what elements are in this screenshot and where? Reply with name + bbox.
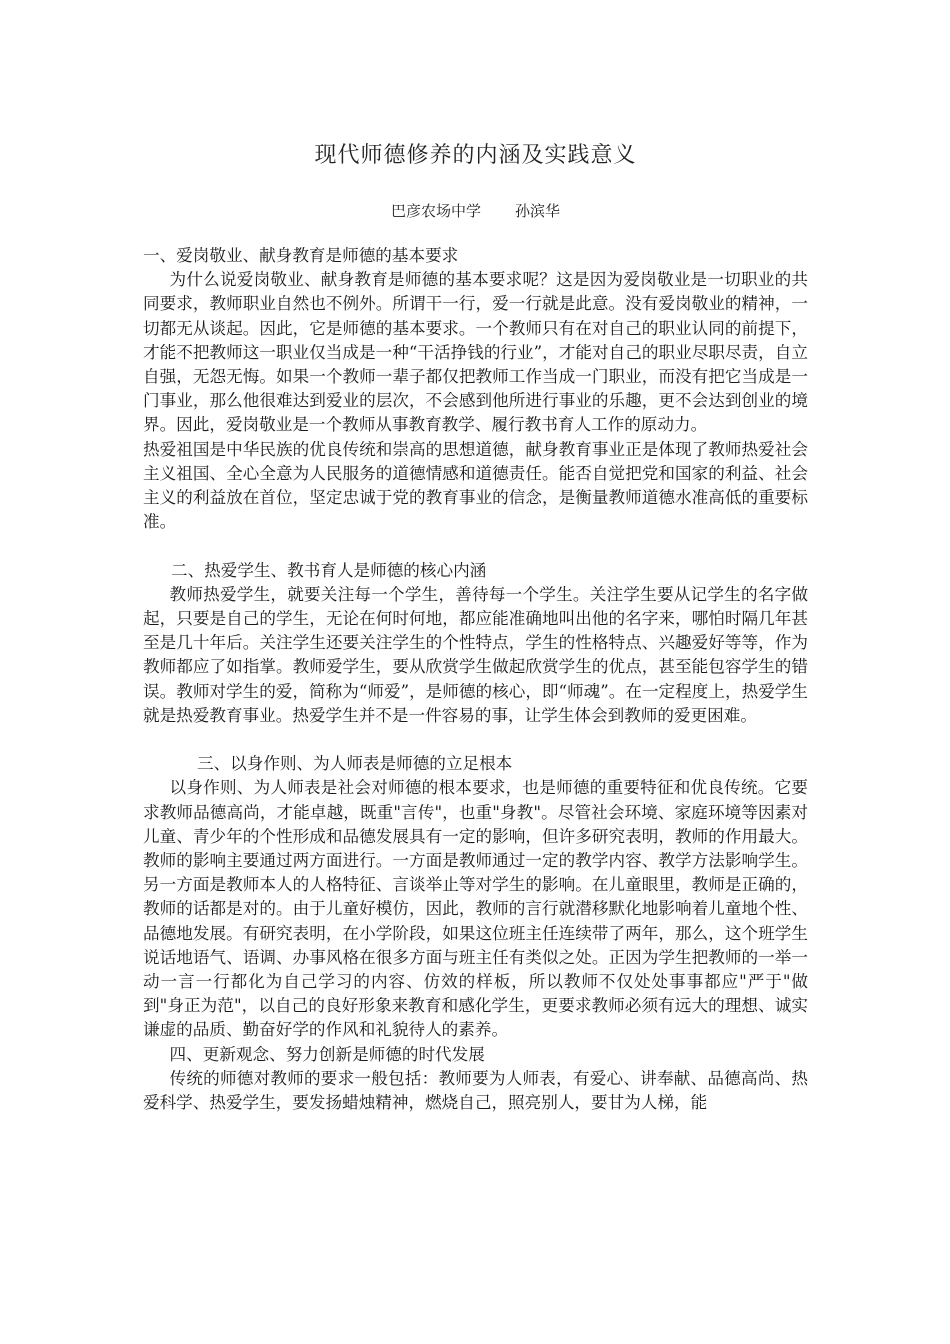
- section-2-paragraph-1: 教师热爱学生，就要关注每一个学生，善待每一个学生。关注学生要从记学生的名字做起，只要是自己的学生，无论在何时何地，都应能准确地叫出他的名字来，哪怕时隔几年甚至是几十年后。关注学生还要关注学生的个性特点，学生的性格特点、兴趣爱好等等，作为教师都应了如指掌。教师爱学生，要从欣赏学生做起欣赏学生的优点，甚至能包容学生的错误。教师对学生的爱，简称为“师爱”，是师德的核心，即“师魂”。在一定程度上，热爱学生就是热爱教育事业。热爱学生并不是一件容易的事，让学生体会到教师的爱更困难。: [143, 584, 808, 725]
- section-3-paragraph-1: 以身作则、为人师表是社会对师德的根本要求，也是师德的重要特征和优良传统。它要求教师品德高尚，才能卓越，既重"言传"，也重"身教"。尽管社会环境、家庭环境等因素对儿童、青少年的个性形成和品德发展具有一定的影响，但许多研究表明，教师的作用最大。教师的影响主要通过两方面进行。一方面是教师通过一定的教学内容、教学方法影响学生。另一方面是教师本人的人格特征、言谈举止等对学生的影响。在儿童眼里，教师是正确的，教师的话都是对的。由于儿童好模仿，因此，教师的言行就潜移默化地影响着儿童地个性、品德地发展。有研究表明，在小学阶段，如果这位班主任连续带了两年，那么，这个班学生说话地语气、语调、办事风格在很多方面与班主任有类似之处。正因为学生把教师的一举一动一言一行都化为自己学习的内容、仿效的样板，所以教师不仅处处事事都应"严于"做到"身正为范"，以自己的良好形象来教育和感化学生，更要求教师必须有远大的理想、诚实谦虚的品质、勤奋好学的作风和礼貌待人的素养。: [143, 778, 808, 1040]
- school-name: 巴彦农场中学: [390, 202, 481, 220]
- section-heading-1: 一、爱岗敬业、献身教育是师德的基本要求: [143, 246, 459, 265]
- author-name: 孙滨华: [515, 202, 561, 220]
- author-line: [143, 200, 808, 221]
- section-1-paragraph-2: 热爱祖国是中华民族的优良传统和崇高的思想道德，献身教育事业正是体现了教师热爱社会主义祖国、全心全意为人民服务的道德情感和道德责任。能否自觉把党和国家的利益、社会主义的利益放在首位，坚定忠诚于党的教育事业的信念，是衡量教师道德水准高低的重要标准。: [143, 439, 808, 532]
- document-body: [143, 244, 808, 1115]
- paragraph-gap: [143, 728, 808, 752]
- section-heading-4: 四、更新观念、努力创新是师德的时代发展: [169, 1044, 485, 1064]
- paragraph-gap: [143, 534, 808, 558]
- document-title: 现代师德修养的内涵及实践意义: [314, 143, 637, 168]
- section-1-paragraph-1: 为什么说爱岗敬业、献身教育是师德的基本要求呢？这是因为爱岗敬业是一切职业的共同要求，教师职业自然也不例外。所谓干一行，爱一行就是此意。没有爱岗敬业的精神，一切都无从谈起。因此，它是师德的基本要求。一个教师只有在对自己的职业认同的前提下，才能不把教师这一职业仅当成是一种“干活挣钱的行业”，才能对自己的职业尽职尽责，自立自强，无怨无悔。如果一个教师一辈子都仅把教师工作当成一门职业，而没有把它当成是一门事业，那么他很难达到爱业的层次，不会感到他所进行事业的乐趣，更不会达到创业的境界。因此，爱岗敬业是一个教师从事教育教学、履行教书育人工作的原动力。: [143, 270, 808, 435]
- section-heading-2: 二、热爱学生、教书育人是师德的核心内涵: [171, 560, 487, 580]
- section-4-paragraph-1: 传统的师德对教师的要求一般包括：教师要为人师表，有爱心、讲奉献、品德高尚、热爱科学、热爱学生，要发扬蜡烛精神，燃烧自己，照亮别人，要甘为人梯，能: [143, 1068, 808, 1113]
- section-heading-3: 三、以身作则、为人师表是师德的立足根本: [197, 754, 513, 774]
